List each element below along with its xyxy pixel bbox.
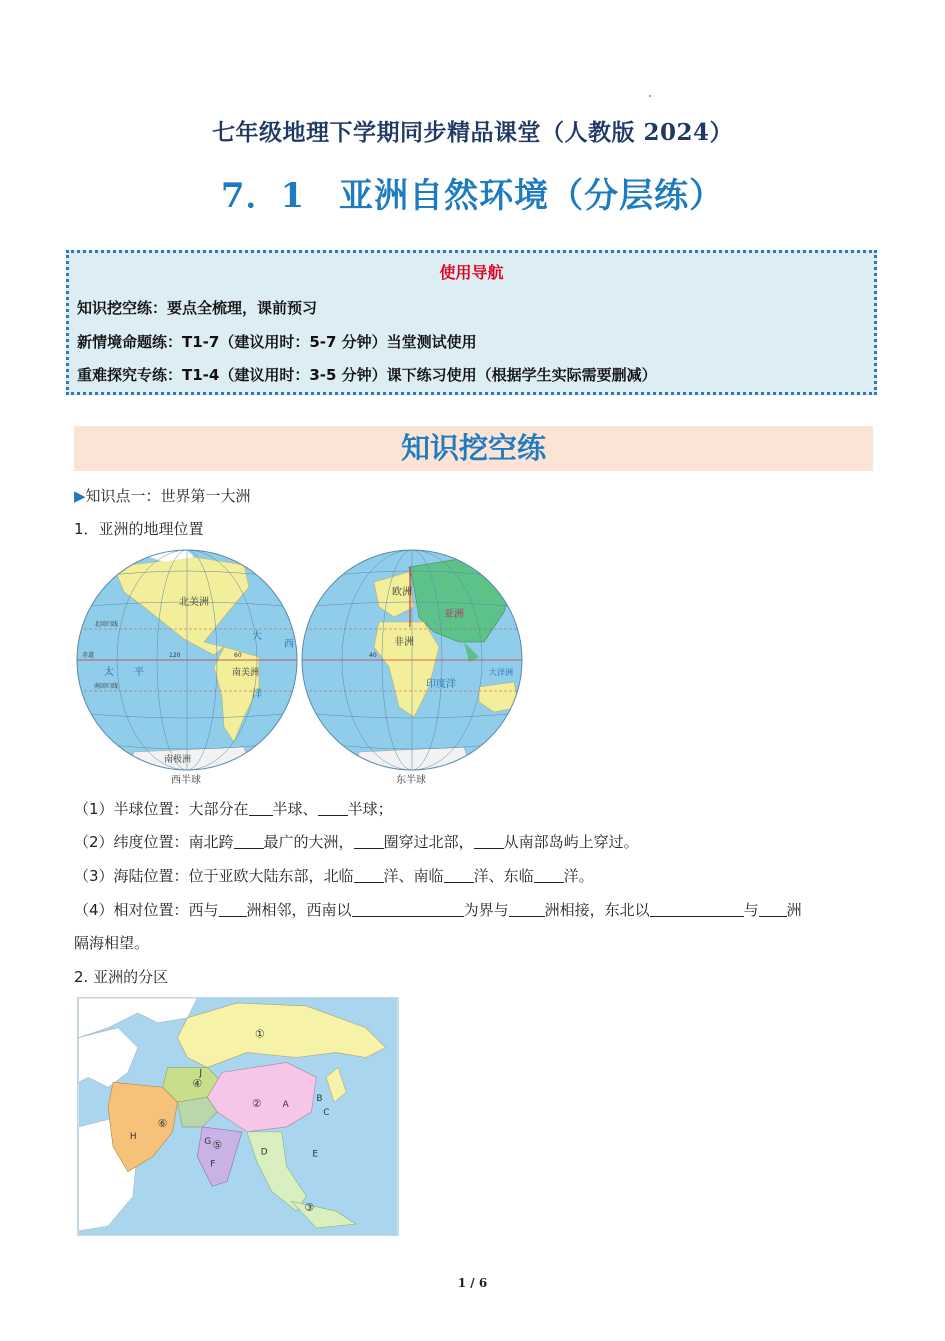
guide-line-1: 知识挖空练：要点全梳理，课前预习 xyxy=(77,299,318,317)
world-hemispheres-map xyxy=(74,547,526,790)
label-lon-60: 60 xyxy=(234,652,242,659)
q1-title: 1．亚洲的地理位置 xyxy=(74,520,204,538)
blank[interactable] xyxy=(650,902,744,917)
stray-dot xyxy=(649,95,651,97)
asia-label-6: ⑥ xyxy=(157,1116,168,1130)
asia-label-3: ③ xyxy=(304,1201,315,1215)
asia-label-H: H xyxy=(129,1131,137,1142)
label-indian-ocean: 印度洋 xyxy=(426,679,456,690)
guide-line-2: 新情境命题练：T1-7（建议用时：5-7 分钟）当堂测试使用 xyxy=(77,333,477,351)
blank[interactable] xyxy=(249,801,273,816)
knowledge-point-text: 知识点一：世界第一大洲 xyxy=(85,487,251,505)
blank[interactable] xyxy=(234,834,264,849)
label-asia: 亚洲 xyxy=(444,609,464,620)
lesson-name: 亚洲自然环境（分层练） xyxy=(339,176,725,216)
label-oceania: 大洋洲 xyxy=(489,668,513,677)
q1-item-2: （2）纬度位置：南北跨 最广的大洲， 圈穿过北部， 从南部岛屿上穿过。 xyxy=(74,833,639,851)
label-pacific-2: 平 xyxy=(134,667,144,678)
q1-item-3: （3）海陆位置：位于亚欧大陆东部，北临 洋、南临 洋、东临 洋。 xyxy=(74,867,594,885)
knowledge-point-heading xyxy=(74,485,251,506)
asia-label-C: C xyxy=(323,1108,330,1119)
asia-label-G: G xyxy=(204,1136,212,1147)
label-north-america: 北美洲 xyxy=(179,597,209,608)
western-hemisphere xyxy=(74,547,304,777)
label-lon-40: 40 xyxy=(369,652,377,659)
asia-label-2: ② xyxy=(251,1097,262,1111)
blank[interactable] xyxy=(354,834,384,849)
section-title: 知识挖空练 xyxy=(400,431,546,465)
label-eastern-hemisphere: 东半球 xyxy=(396,775,426,786)
label-atlantic-3: 洋 xyxy=(252,689,262,700)
lesson-title xyxy=(0,168,945,217)
asia-label-A: A xyxy=(282,1100,289,1111)
q1-item-4-cont: 隔海相望。 xyxy=(74,934,150,952)
label-lon-120: 120 xyxy=(169,652,181,659)
q1-item-1: （1）半球位置：大部分在 半球、 半球； xyxy=(74,800,393,818)
label-atlantic-2: 西 xyxy=(284,639,294,650)
blank[interactable] xyxy=(352,902,464,917)
blank[interactable] xyxy=(509,902,545,917)
blank[interactable] xyxy=(219,902,247,917)
guide-line-3: 重难探究专练：T1-4（建议用时：3-5 分钟）课下练习使用（根据学生实际需要删减） xyxy=(77,366,657,384)
blank[interactable] xyxy=(354,868,384,883)
blank[interactable] xyxy=(759,902,787,917)
triangle-icon: ▶ xyxy=(74,487,86,505)
page-number: 1 / 6 xyxy=(457,1276,488,1290)
series-title: 七年级地理下学期同步精品课堂（人教版 2024） xyxy=(211,119,734,146)
asia-label-5: ⑤ xyxy=(212,1138,222,1152)
lesson-number: 7．1 xyxy=(220,176,306,216)
asia-label-E: E xyxy=(312,1149,319,1160)
label-western-hemisphere: 西半球 xyxy=(171,775,201,786)
asia-label-J: J xyxy=(199,1068,202,1079)
asia-label-B: B xyxy=(316,1094,323,1105)
q2-title: 2. 亚洲的分区 xyxy=(74,968,169,986)
eastern-hemisphere xyxy=(299,547,526,777)
label-europe: 欧洲 xyxy=(392,587,412,598)
section-band xyxy=(74,426,873,471)
blank[interactable] xyxy=(444,868,474,883)
label-tropic-cancer: 北回归线 xyxy=(94,621,119,628)
label-equator: 赤道 xyxy=(82,652,95,659)
asia-regions-map xyxy=(77,997,399,1236)
asia-label-D: D xyxy=(260,1147,268,1158)
q1-item-4: （4）相对位置：西与 洲相邻，西南以 为界与 洲相接，东北以 与 洲 xyxy=(74,901,802,919)
label-antarctica-west: 南极洲 xyxy=(164,755,192,765)
asia-label-4: ④ xyxy=(192,1077,203,1091)
asia-label-1: ① xyxy=(254,1027,265,1041)
asia-label-F: F xyxy=(210,1159,216,1170)
usage-guide-box xyxy=(66,250,877,395)
blank[interactable] xyxy=(534,868,564,883)
blank[interactable] xyxy=(318,801,348,816)
label-africa: 非洲 xyxy=(394,637,414,648)
guide-heading: 使用导航 xyxy=(439,263,504,282)
label-pacific-1: 太 xyxy=(104,667,114,678)
label-south-america: 南美洲 xyxy=(232,668,260,678)
label-atlantic-1: 大 xyxy=(252,631,262,642)
blank[interactable] xyxy=(474,834,504,849)
label-tropic-capricorn: 南回归线 xyxy=(94,683,119,690)
